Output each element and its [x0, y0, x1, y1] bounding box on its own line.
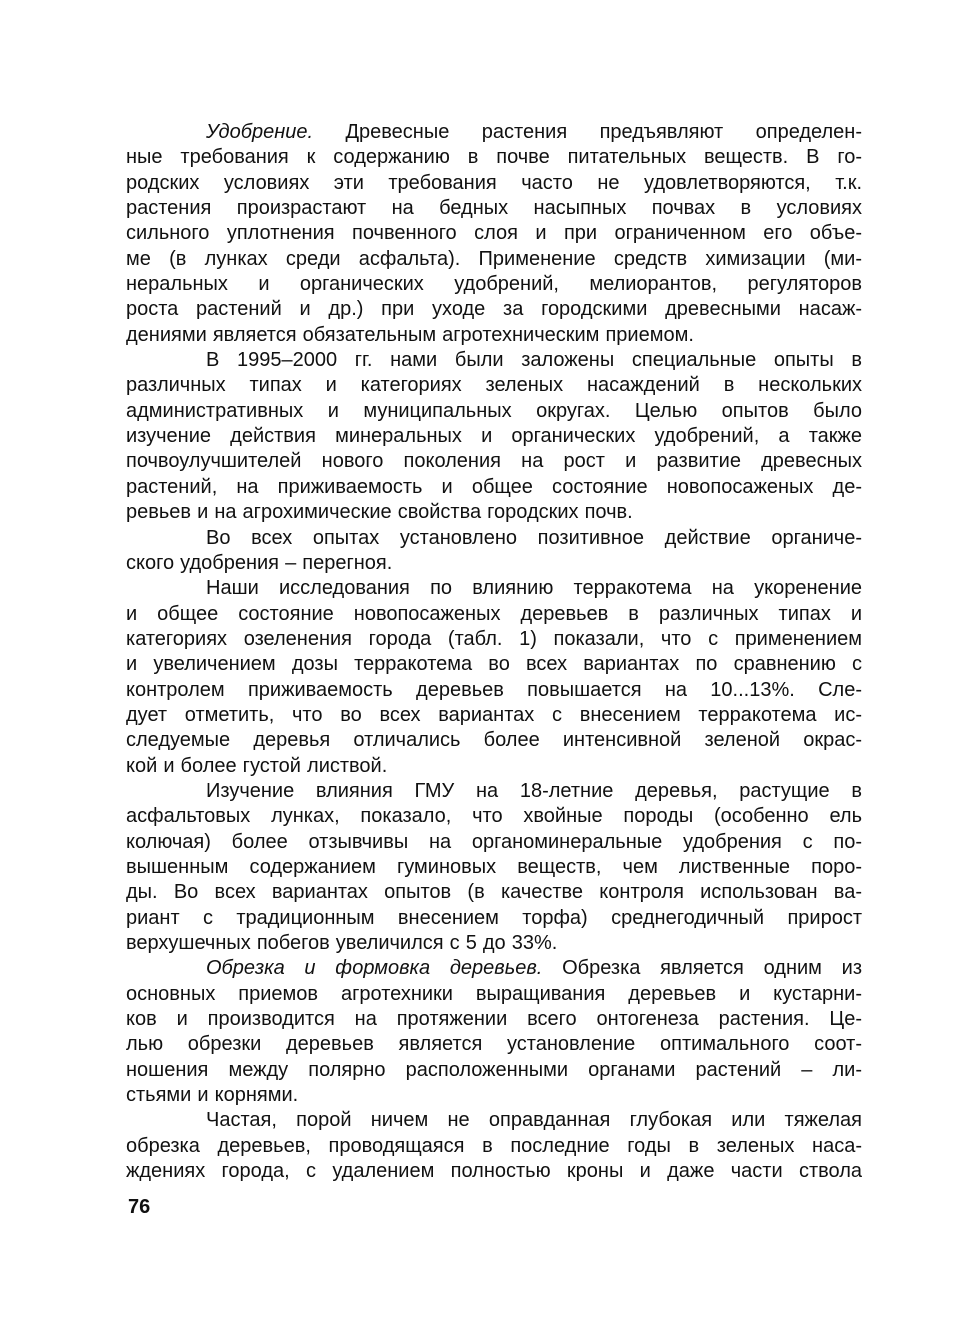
line-text: ревьев и на агрохимические свойства городских почв. [126, 501, 633, 524]
text-line [126, 652, 862, 677]
text-line [126, 373, 862, 398]
text-line [126, 526, 862, 551]
line-text: Наши исследования по влиянию терракотема на укоренение [206, 577, 862, 600]
line-text: асфальтовых лунках, показало, что хвойные породы (особенно ель [126, 805, 862, 828]
paragraph [126, 526, 862, 577]
line-text: ные требования к содержанию в почве питательных веществ. В го- [126, 146, 862, 169]
text-line [126, 1083, 862, 1108]
line-text: Древесные растения предъявляют определен- [313, 121, 862, 143]
line-text: различных типах и категориях зеленых насаждений в нескольких [126, 374, 862, 397]
line-text: стьями и корнями. [126, 1084, 299, 1107]
text-line [126, 804, 862, 829]
text-line [126, 1058, 862, 1083]
text-line [126, 348, 862, 373]
line-text: неральных и органических удобрений, мелиорантов, регуляторов [126, 273, 862, 296]
text-line [126, 982, 862, 1007]
text-line [126, 424, 862, 449]
line-text: Во всех опытах установлено позитивное действие органиче- [206, 526, 862, 549]
paragraph [126, 348, 862, 525]
text-line [126, 323, 862, 348]
paragraph [126, 779, 862, 956]
line-text: дениями является обязательным агротехническим приемом. [126, 323, 694, 346]
text-line [126, 956, 862, 981]
line-text: кой и более густой листвой. [126, 754, 388, 777]
line-text: изучение действия минеральных и органических удобрений, а также [126, 425, 862, 448]
line-text: Обрезка является одним из [542, 957, 862, 980]
paragraph [126, 956, 862, 1108]
line-text: ского удобрения – перегноя. [126, 551, 393, 574]
text-line [126, 449, 862, 474]
line-text: категориях озеленения города (табл. 1) показали, что с применением [126, 627, 862, 650]
text-line [126, 602, 862, 627]
text-line [126, 728, 862, 753]
line-text: колючая) более отзывчивы на органоминеральные удобрения с по- [126, 830, 862, 853]
text-line [126, 855, 862, 880]
line-text: верхушечных побегов увеличился с 5 до 33%. [126, 932, 558, 954]
text-line [126, 703, 862, 728]
line-text: риант с традиционным внесением торфа) среднегодичный прирост [126, 906, 862, 929]
text-line [126, 754, 862, 779]
text-line [126, 576, 862, 601]
text-line [126, 906, 862, 931]
text-line [126, 779, 862, 804]
text-line [126, 1007, 862, 1032]
text-line [126, 500, 862, 525]
paragraph [126, 576, 862, 779]
line-text: растения произрастают на бедных насыпных почвах в условиях [126, 197, 862, 220]
line-text: Частая, порой ничем не оправданная глубокая или тяжелая [206, 1109, 862, 1132]
line-text: основных приемов агротехники выращивания деревьев и кустарни- [126, 982, 862, 1005]
line-text: ков и производится на протяжении всего онтогенеза растения. Це- [126, 1008, 862, 1031]
italic-heading: Удобрение. [206, 121, 314, 143]
line-text: вышенным содержанием гуминовых веществ, чем лиственные поро- [126, 855, 862, 878]
line-text: административных и муниципальных округах. Целью опытов было [126, 399, 862, 422]
text-line [126, 1134, 862, 1159]
line-text: дует отметить, что во всех вариантах с внесением терракотема ис- [126, 703, 862, 726]
line-text: и увеличением дозы терракотема во всех вариантах по сравнению с [126, 653, 862, 676]
paragraph [126, 120, 862, 348]
text-line [126, 931, 862, 956]
body-text [126, 120, 862, 1184]
text-line [126, 272, 862, 297]
text-line [126, 297, 862, 322]
line-text: лью обрезки деревьев является установление оптимального соот- [126, 1033, 862, 1056]
text-line [126, 247, 862, 272]
text-line [126, 399, 862, 424]
line-text: роста растений и др.) при уходе за городскими древесными насаж- [126, 298, 862, 321]
text-line [126, 627, 862, 652]
text-line [126, 221, 862, 246]
line-text: ношения между полярно расположенными органами растений – ли- [126, 1058, 862, 1081]
line-text: сильного уплотнения почвенного слоя и при ограниченном его объе- [126, 222, 862, 245]
text-line [126, 1159, 862, 1184]
text-line [126, 551, 862, 576]
text-line [126, 830, 862, 855]
line-text: следуемые деревья отличались более интенсивной зеленой окрас- [126, 729, 862, 752]
text-line [126, 196, 862, 221]
line-text: обрезка деревьев, проводящаяся в последние годы в зеленых наса- [126, 1134, 862, 1157]
line-text: В 1995–2000 гг. нами были заложены специальные опыты в [206, 349, 862, 372]
italic-heading: Обрезка и формовка деревьев. [206, 957, 543, 980]
text-line [126, 145, 862, 170]
line-text: контролем приживаемость деревьев повышается на 10...13%. Сле- [126, 678, 862, 701]
line-text: ждениях города, с удалением полностью кроны и даже части ствола [126, 1160, 862, 1183]
text-line [126, 475, 862, 500]
text-line [126, 1032, 862, 1057]
line-text: родских условиях эти требования часто не удовлетворяются, т.к. [126, 171, 862, 194]
line-text: и общее состояние новопосаженых деревьев в различных типах и [126, 602, 862, 625]
text-line [126, 880, 862, 905]
text-line [126, 1108, 862, 1133]
line-text: ме (в лунках среди асфальта). Применение средств химизации (ми- [126, 247, 862, 270]
line-text: почвоулучшителей нового поколения на рост и развитие древесных [126, 450, 862, 473]
text-line [126, 120, 862, 145]
text-line [126, 171, 862, 196]
line-text: ды. Во всех вариантах опытов (в качестве контроля использован ва- [126, 881, 862, 904]
line-text: Изучение влияния ГМУ на 18-летние деревья, растущие в [206, 779, 862, 802]
line-text: растений, на приживаемость и общее состояние новопосаженых де- [126, 475, 862, 498]
paragraph [126, 1108, 862, 1184]
text-line [126, 678, 862, 703]
page-number: 76 [128, 1196, 151, 1218]
